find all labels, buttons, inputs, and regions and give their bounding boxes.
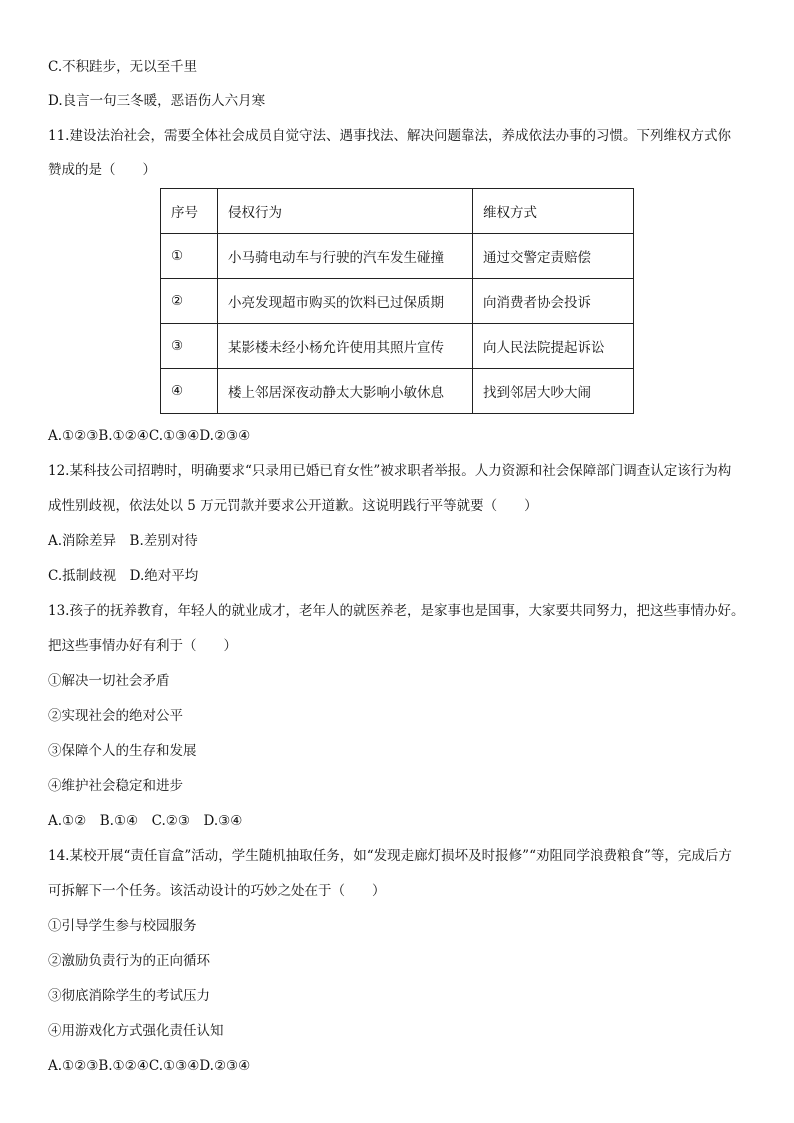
q14-item-3: ③彻底消除学生的考试压力 <box>48 988 210 1004</box>
row-number: ② <box>161 279 218 324</box>
table-header-row <box>161 189 634 234</box>
q12-options-line1: A.消除差异 B.差别对待 <box>48 533 198 549</box>
row-infringement: 某影楼未经小杨允许使用其照片宣传 <box>218 324 473 369</box>
rights-table <box>160 188 634 414</box>
table-row <box>161 324 634 369</box>
table-row <box>161 369 634 414</box>
q14-item-4: ④用游戏化方式强化责任认知 <box>48 1023 224 1039</box>
row-remedy: 向人民法院提起诉讼 <box>473 324 634 369</box>
header-infringement: 侵权行为 <box>218 189 473 234</box>
q13-stem-line2: 把这些事情办好有利于（ ） <box>48 638 237 654</box>
table-row <box>161 279 634 324</box>
q14-stem-line2: 可拆解下一个任务。该活动设计的巧妙之处在于（ ） <box>48 883 386 899</box>
row-infringement: 小亮发现超市购买的饮料已过保质期 <box>218 279 473 324</box>
q12-stem-line2: 成性别歧视，依法处以 5 万元罚款并要求公开道歉。这说明践行平等就要（ ） <box>48 498 538 514</box>
row-number: ① <box>161 234 218 279</box>
q14-options: A.①②③B.①②④C.①③④D.②③④ <box>48 1058 251 1074</box>
row-infringement: 楼上邻居深夜动静太大影响小敏休息 <box>218 369 473 414</box>
q13-options: A.①② B.①④ C.②③ D.③④ <box>48 813 243 829</box>
option-c-text: C.不积跬步，无以至千里 <box>48 59 198 75</box>
row-remedy: 找到邻居大吵大闹 <box>473 369 634 414</box>
q13-item-1: ①解决一切社会矛盾 <box>48 673 170 689</box>
q14-item-2: ②激励负责行为的正向循环 <box>48 953 210 969</box>
option-d-text: D.良言一句三冬暖，恶语伤人六月寒 <box>48 93 266 109</box>
row-remedy: 向消费者协会投诉 <box>473 279 634 324</box>
q11-stem-line1: 11.建设法治社会，需要全体社会成员自觉守法、遇事找法、解决问题靠法，养成依法办事的习惯。下列维权方式你 <box>48 128 731 144</box>
row-number: ③ <box>161 324 218 369</box>
q13-item-2: ②实现社会的绝对公平 <box>48 708 183 724</box>
row-number: ④ <box>161 369 218 414</box>
q13-item-3: ③保障个人的生存和发展 <box>48 743 197 759</box>
q11-stem-line2: 赞成的是（ ） <box>48 162 156 178</box>
q12-stem-line1: 12.某科技公司招聘时，明确要求“只录用已婚已育女性”被求职者举报。人力资源和社会保障部门调查认定该行为构 <box>48 463 732 479</box>
q12-options-line2: C.抵制歧视 D.绝对平均 <box>48 568 199 584</box>
q13-stem-line1: 13.孩子的抚养教育，年轻人的就业成才，老年人的就医养老，是家事也是国事，大家要共同努力，把这些事情办好。 <box>48 603 745 619</box>
q11-options: A.①②③B.①②④C.①③④D.②③④ <box>48 428 251 444</box>
header-number: 序号 <box>161 189 218 234</box>
q14-item-1: ①引导学生参与校园服务 <box>48 918 197 934</box>
q14-stem-line1: 14.某校开展“责任盲盒”活动，学生随机抽取任务，如“发现走廊灯损坏及时报修”“劝阻同学浪费粮食”等，完成后方 <box>48 848 732 864</box>
row-infringement: 小马骑电动车与行驶的汽车发生碰撞 <box>218 234 473 279</box>
header-remedy: 维权方式 <box>473 189 634 234</box>
table-row <box>161 234 634 279</box>
q13-item-4: ④维护社会稳定和进步 <box>48 778 183 794</box>
row-remedy: 通过交警定责赔偿 <box>473 234 634 279</box>
